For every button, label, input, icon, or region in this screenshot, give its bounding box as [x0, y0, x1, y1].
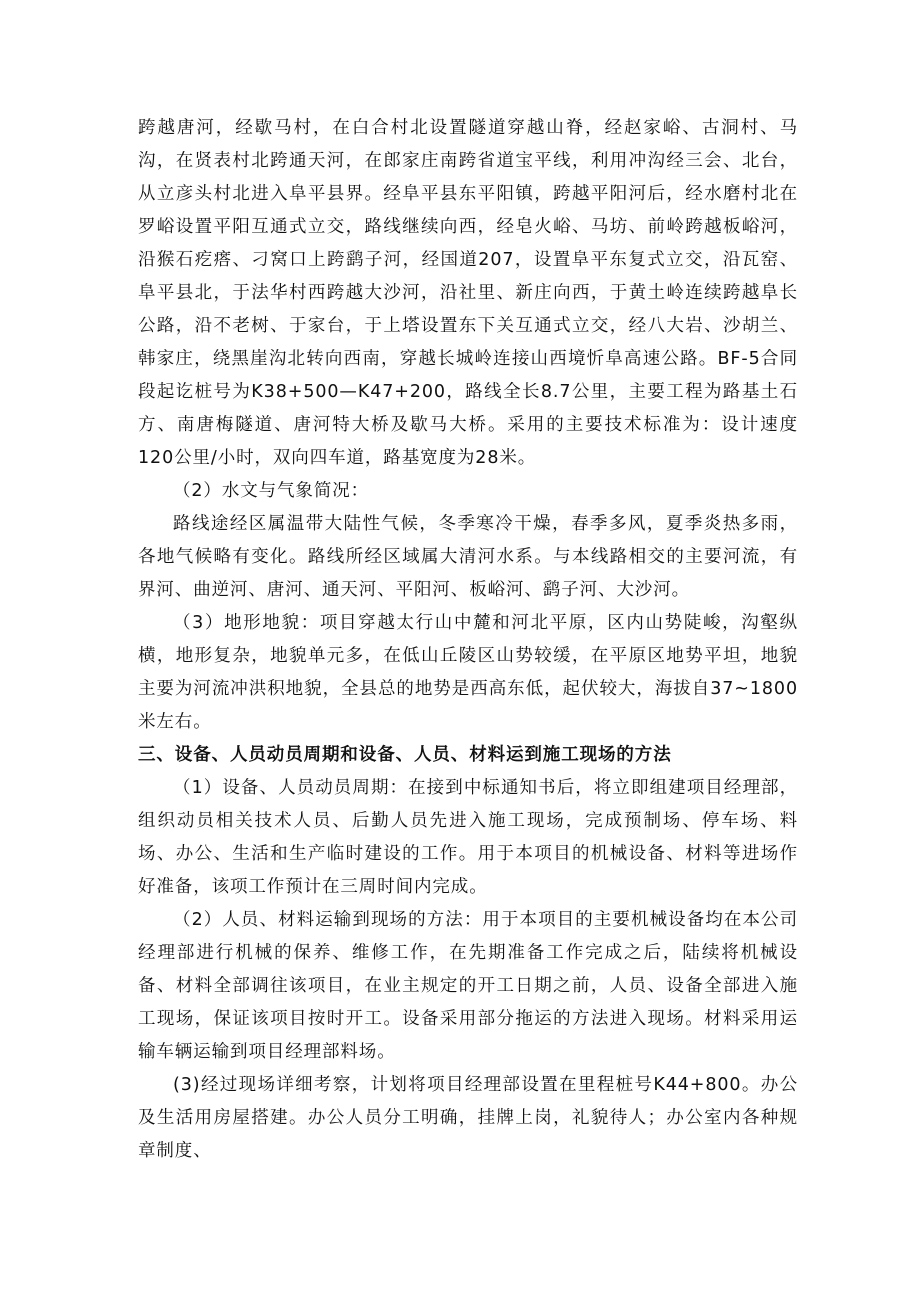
hydrology-climate-subheading: （2）水文与气象简况：	[173, 481, 370, 501]
transport-method-paragraph: （2）人员、材料运输到现场的方法：用于本项目的主要机械设备均在本公司经理部进行机械的保养、维修工作，在先期准备工作完成之后，陆续将机械设备、材料全部调往该项目，在业主规定的开工日期之前，人员、设备全部进入施工现场，保证该项目按时开工。设备采用部分拖运的方法进入现场。材料采用运输车辆运输到项目经理部料场。	[138, 910, 798, 1062]
section-heading-3: 三、设备、人员动员周期和设备、人员、材料运到施工现场的方法	[138, 745, 672, 765]
terrain-paragraph: （3）地形地貌：项目穿越太行山中麓和河北平原，区内山势陡峻，沟壑纵横，地形复杂，地貌单元多，在低山丘陵区山势较缓，在平原区地势平坦，地貌主要为河流冲洪积地貌，全县总的地势是西高东低，起伏较大，海拔自37~1800米左右。	[138, 613, 798, 732]
climate-paragraph: 路线途经区属温带大陆性气候，冬季寒冷干燥，春季多风，夏季炎热多雨，各地气候略有变化。路线所经区域属大清河水系。与本线路相交的主要河流，有界河、曲逆河、唐河、通天河、平阳河、板峪河、鹞子河、大沙河。	[138, 514, 798, 600]
mobilization-period-paragraph: （1）设备、人员动员周期：在接到中标通知书后，将立即组建项目经理部，组织动员相关技术人员、后勤人员先进入施工现场，完成预制场、停车场、料场、办公、生活和生产临时建设的工作。用于本项目的机械设备、材料等进场作好准备，该项工作预计在三周时间内完成。	[138, 778, 798, 897]
site-office-paragraph: (3)经过现场详细考察，计划将项目经理部设置在里程桩号K44+800。办公及生活用房屋搭建。办公人员分工明确，挂牌上岗，礼貌待人；办公室内各种规章制度、	[138, 1075, 798, 1161]
document-body	[138, 112, 798, 1168]
route-description-paragraph: 跨越唐河，经歇马村，在白合村北设置隧道穿越山脊，经赵家峪、古洞村、马沟，在贤表村北跨通天河，在郎家庄南跨省道宝平线，利用冲沟经三会、北台，从立彦头村北进入阜平县界。经阜平县东平阳镇，跨越平阳河后，经水磨村北在罗峪设置平阳互通式立交，路线继续向西，经皂火峪、马坊、前岭跨越板峪河，沿猴石疙瘩、刁窝口上跨鹞子河，经国道207，设置阜平东复式立交，沿瓦窑、阜平县北，于法华村西跨越大沙河，沿社里、新庄向西，于黄土岭连续跨越阜长公路，沿不老树、于家台，于上塔设置东下关互通式立交，经八大岩、沙胡兰、韩家庄，绕黑崖沟北转向西南，穿越长城岭连接山西境忻阜高速公路。BF-5合同段起讫桩号为K38+500—K47+200，路线全长8.7公里，主要工程为路基土石方、南唐梅隧道、唐河特大桥及歇马大桥。采用的主要技术标准为：设计速度120公里/小时，双向四车道，路基宽度为28米。	[138, 118, 798, 468]
